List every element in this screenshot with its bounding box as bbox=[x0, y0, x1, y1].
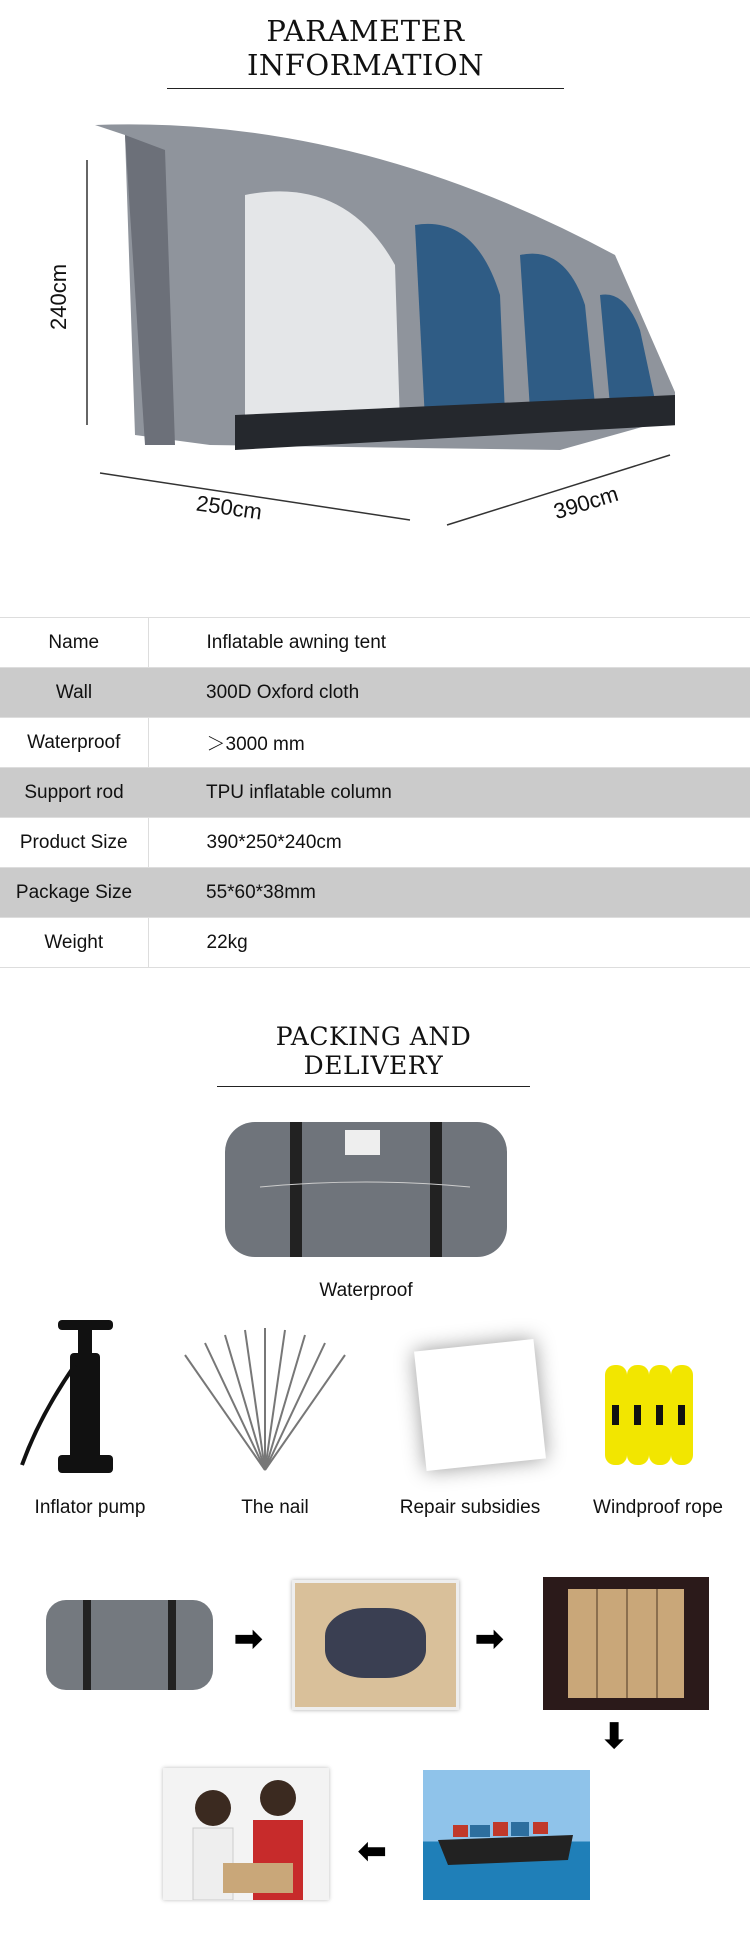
spec-label: Name bbox=[0, 618, 148, 668]
spec-value: 55*60*38mm bbox=[148, 868, 750, 918]
accessory-label: Windproof rope bbox=[593, 1497, 723, 1518]
spec-row bbox=[0, 718, 750, 768]
spec-label: Wall bbox=[0, 668, 148, 718]
spec-label: Weight bbox=[0, 918, 148, 968]
tent-image bbox=[55, 115, 675, 535]
spec-value: Inflatable awning tent bbox=[148, 618, 750, 668]
width-dimension: 250cm bbox=[194, 490, 264, 525]
customers-image bbox=[163, 1768, 329, 1900]
arrow-right-icon: ➡ bbox=[234, 1620, 263, 1658]
spec-value: 300D Oxford cloth bbox=[148, 668, 750, 718]
accessory-label: Inflator pump bbox=[34, 1497, 146, 1518]
bag-label: Waterproof bbox=[319, 1280, 413, 1301]
packing-title: PACKING AND DELIVERY bbox=[217, 1022, 530, 1087]
spec-label: Waterproof bbox=[0, 718, 148, 768]
arrow-right-icon: ➡ bbox=[475, 1620, 504, 1658]
packed-bag-image bbox=[220, 1112, 512, 1262]
carton-box-image bbox=[292, 1580, 459, 1710]
repair-patch-image bbox=[414, 1339, 546, 1471]
arrow-left-icon: ➡ bbox=[358, 1833, 387, 1871]
container-loading-image bbox=[543, 1577, 709, 1710]
spec-value: TPU inflatable column bbox=[148, 768, 750, 818]
spec-label: Support rod bbox=[0, 768, 148, 818]
depth-dimension: 390cm bbox=[550, 480, 622, 525]
parameter-title: PARAMETER INFORMATION bbox=[167, 14, 564, 89]
windproof-rope-image bbox=[600, 1360, 700, 1470]
arrow-down-icon: ➡ bbox=[595, 1720, 634, 1750]
spec-label: Product Size bbox=[0, 818, 148, 868]
spec-row bbox=[0, 668, 750, 718]
spec-row bbox=[0, 618, 750, 668]
height-dimension: 240cm bbox=[46, 263, 71, 330]
cargo-ship-image bbox=[423, 1770, 590, 1900]
accessory-label: Repair subsidies bbox=[399, 1497, 541, 1518]
spec-row bbox=[0, 768, 750, 818]
inflator-pump-image bbox=[20, 1315, 150, 1480]
spec-value: 390*250*240cm bbox=[148, 818, 750, 868]
spec-row bbox=[0, 918, 750, 968]
spec-table bbox=[0, 617, 750, 968]
spec-row bbox=[0, 818, 750, 868]
spec-row bbox=[0, 868, 750, 918]
packed-bag-small-image bbox=[43, 1595, 216, 1695]
spec-value: ＞3000 mm bbox=[148, 718, 750, 768]
spec-label: Package Size bbox=[0, 868, 148, 918]
spec-value: 22kg bbox=[148, 918, 750, 968]
nail-image bbox=[180, 1325, 370, 1475]
accessory-label: The nail bbox=[241, 1497, 309, 1518]
